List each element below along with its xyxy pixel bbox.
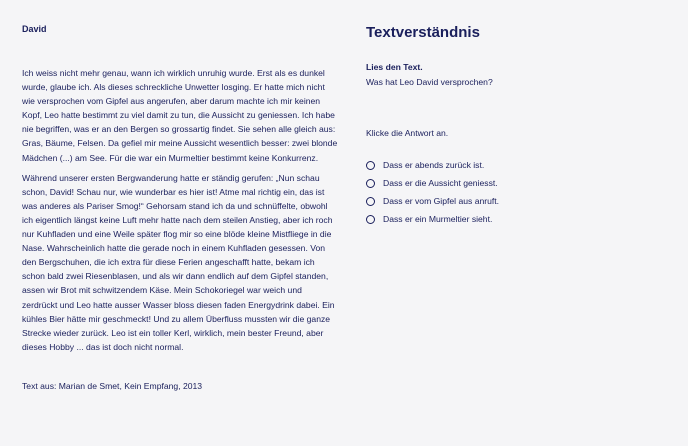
radio-button[interactable]	[366, 179, 375, 188]
task-prompt: Klicke die Antwort an.	[366, 128, 449, 138]
text-author: David	[22, 24, 47, 34]
answer-option-1[interactable]	[366, 156, 666, 174]
reading-panel	[22, 24, 338, 360]
task-title: Textverständnis	[366, 24, 480, 41]
answer-options	[366, 156, 666, 228]
reading-text	[22, 66, 338, 354]
answer-option-label: Dass er abends zurück ist.	[383, 160, 485, 170]
text-source: Text aus: Marian de Smet, Kein Empfang, 2013	[22, 381, 203, 391]
radio-button[interactable]	[366, 161, 375, 170]
radio-button[interactable]	[366, 197, 375, 206]
task-question: Was hat Leo David versprochen?	[366, 77, 493, 87]
answer-option-4[interactable]	[366, 210, 666, 228]
task-panel	[366, 24, 666, 228]
radio-button[interactable]	[366, 215, 375, 224]
answer-option-3[interactable]	[366, 192, 666, 210]
answer-option-label: Dass er vom Gipfel aus anruft.	[383, 196, 500, 206]
text-paragraph-1: Ich weiss nicht mehr genau, wann ich wirklich unruhig wurde. Erst als es dunkel wurde, glaube ich. Als dieses schreckliche Unwetter losging. Er hatte mich nicht wie versprochen vom Gipfel aus angerufen, aber darum machte ich mir keinen Kopf, Leo hatte bestimmt zu viel damit zu tun, die Aussicht zu geniessen. Ich habe nie begriffen, was er an den Bergen so grossartig findet. Sie sehen alle gleich aus: Gras, Bäume, Felsen. Da gefiel mir meine Aussicht wesentlich besser: zwei blonde Mädchen (...) am See. Für die war ein Murmeltier bestimmt keine Konkurrenz.	[22, 68, 338, 163]
answer-option-label: Dass er ein Murmeltier sieht.	[383, 214, 493, 224]
answer-option-label: Dass er die Aussicht geniesst.	[383, 178, 498, 188]
task-instruction: Lies den Text.	[366, 62, 423, 72]
text-paragraph-2: Während unserer ersten Bergwanderung hatte er ständig gerufen: „Nun schau schon, David! Schau nur, wie wunderbar es hier ist! Atme mal richtig ein, das ist was anderes als Pariser Smog!“ Gehorsam stand ich da und schnüffelte, obwohl ich eigentlich längst keine Luft mehr hatte nach dem steilen Anstieg, aber ich roch nur Kuhfladen und eine Weile später flog mir so eine blöde kleine Mistfliege in die Nase. Wahrscheinlich hatte die gerade noch in einem Kuhfladen gesessen. Von den Bergschuhen, die ich extra für diese Ferien angeschafft hatte, bekam ich schon bald zwei Riesenblasen, und als wir dann endlich auf dem Gipfel standen, assen wir Brot mit schwitzendem Käse. Mein Schokoriegel war weich und zerdrückt und Leo hatte ausser Wasser bloss diesen faden Energydrink dabei. Ein kühles Bier hätte mir geschmeckt! Und zu allem Überfluss mussten wir die ganze Strecke wieder zurück. Leo ist ein toller Kerl, wirklich, mein bester Freund, aber dieses Hobby ... das ist doch nicht normal.	[22, 172, 335, 352]
answer-option-2[interactable]	[366, 174, 666, 192]
